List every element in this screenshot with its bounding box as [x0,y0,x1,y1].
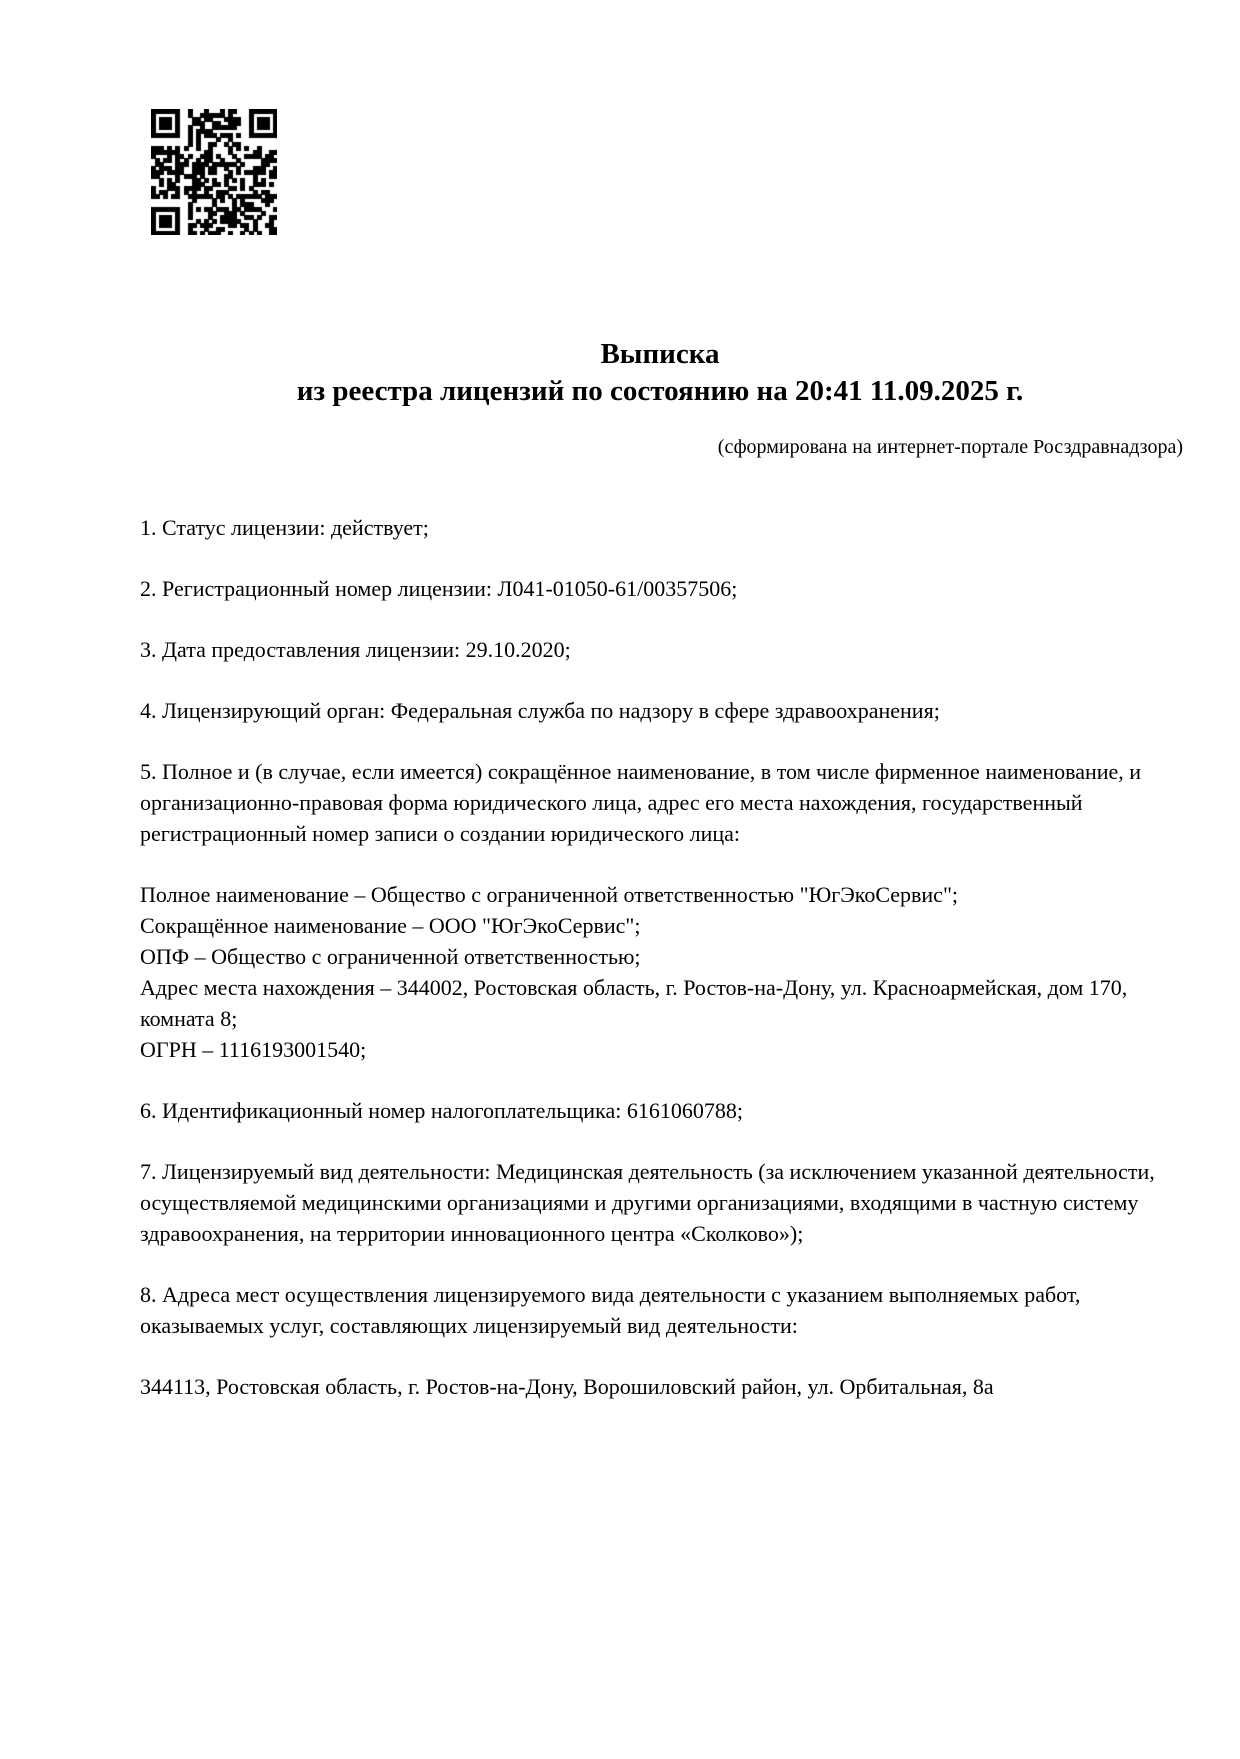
text-line: 1. Статус лицензии: действует; [140,515,429,540]
text-line: 8. Адреса мест осуществления лицензируемого вида деятельности с указанием выполняемых работ, оказываемых услуг, составляющих лицензируемый вид деятельности: [140,1282,1081,1338]
text-line: ОПФ – Общество с ограниченной ответственностью; [140,944,641,969]
text-line: Сокращённое наименование – ООО "ЮгЭкоСервис"; [140,913,641,938]
paragraph [140,512,1180,543]
paragraph [140,695,1180,726]
qr-code [151,109,277,235]
document-title [140,336,1180,410]
text-line: ОГРН – 1116193001540; [140,1037,367,1062]
paragraph [140,1156,1180,1249]
paragraph [140,634,1180,665]
paragraph [140,756,1180,849]
paragraph [140,1279,1180,1341]
paragraph [140,1371,1180,1402]
document-body [140,512,1180,1402]
text-line: 3. Дата предоставления лицензии: 29.10.2020; [140,637,571,662]
paragraph [140,573,1180,604]
paragraph [140,879,1180,1065]
document-page [0,109,1240,1759]
title-line-1: Выписка [600,338,720,370]
text-line: 2. Регистрационный номер лицензии: Л041-01050-61/00357506; [140,576,738,601]
text-line: 7. Лицензируемый вид деятельности: Медицинская деятельность (за исключением указанной деятельности, осуществляемой медицинскими организациями и другими организациями, входящими в частную систему здравоохранения, на территории инновационного центра «Сколково»); [140,1159,1155,1246]
text-line: Адрес места нахождения – 344002, Ростовская область, г. Ростов-на-Дону, ул. Красноармейская, дом 170, комната 8; [140,975,1128,1031]
text-line: 4. Лицензирующий орган: Федеральная служба по надзору в сфере здравоохранения; [140,698,940,723]
title-line-2: из реестра лицензий по состоянию на 20:41 11.09.2025 г. [296,375,1024,407]
text-line: Полное наименование – Общество с ограниченной ответственностью "ЮгЭкоСервис"; [140,882,959,907]
text-line: 5. Полное и (в случае, если имеется) сокращённое наименование, в том числе фирменное наименование, и организационно-правовая форма юридического лица, адрес его места нахождения, государственный регистрационный номер записи о создании юридического лица: [140,759,1142,846]
paragraph [140,1095,1180,1126]
text-line: 344113, Ростовская область, г. Ростов-на-Дону, Ворошиловский район, ул. Орбитальная, 8а [140,1374,994,1399]
document-subtitle: (сформирована на интернет-портале Росздравнадзора) [717,436,1183,458]
text-line: 6. Идентификационный номер налогоплательщика: 6161060788; [140,1098,743,1123]
